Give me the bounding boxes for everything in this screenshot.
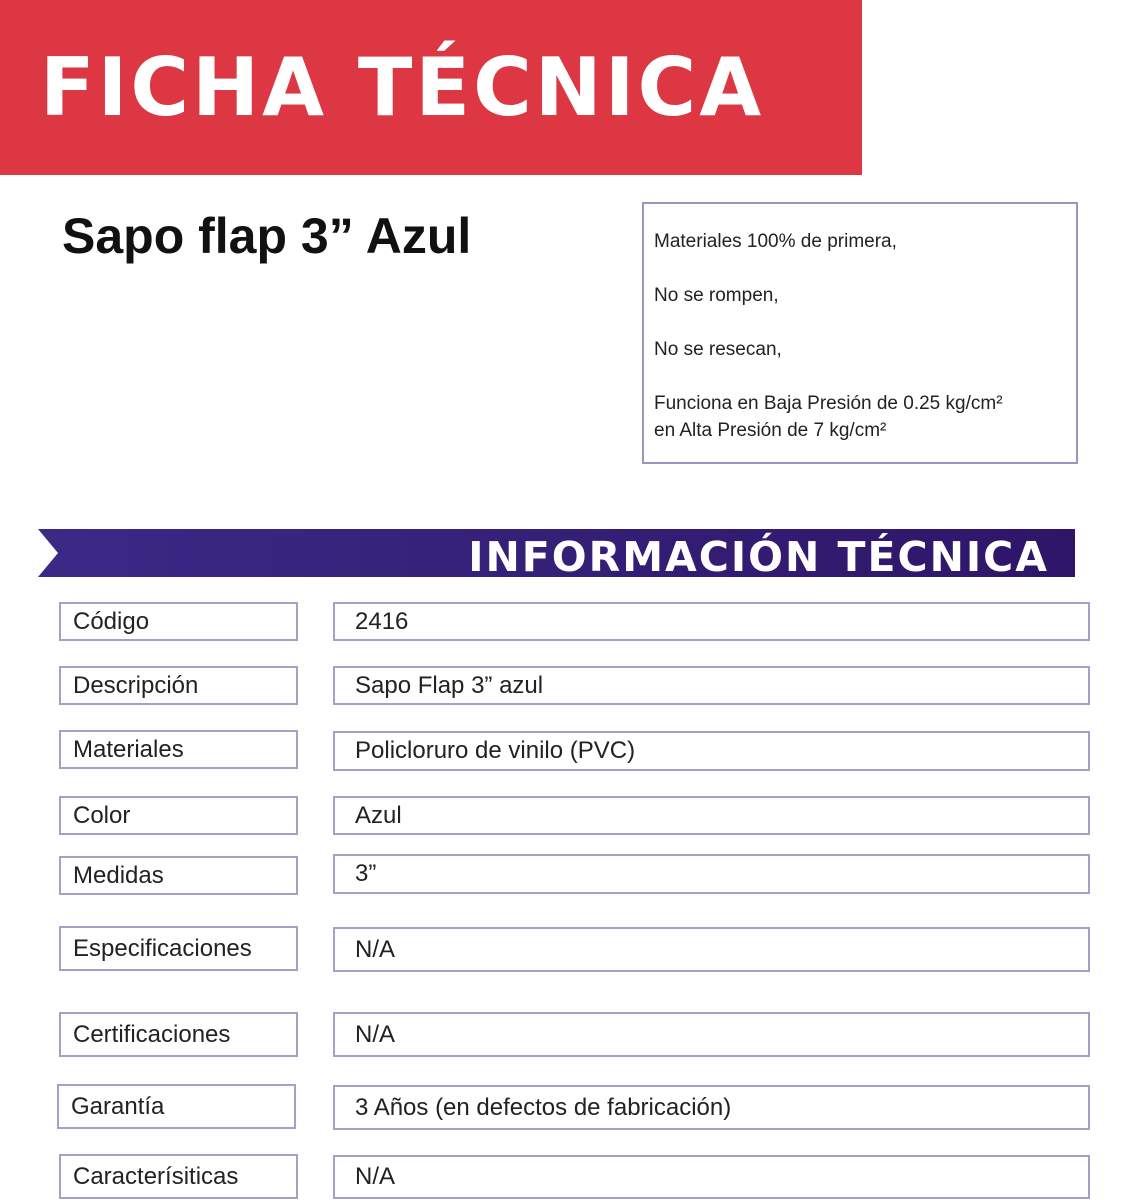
spec-value-certificaciones: N/A bbox=[333, 1012, 1090, 1057]
spec-label-codigo: Código bbox=[59, 602, 298, 641]
feature-item: No se rompen, bbox=[654, 285, 779, 306]
spec-value-color: Azul bbox=[333, 796, 1090, 835]
spec-label-caracteristicas: Caracterísiticas bbox=[59, 1154, 298, 1199]
feature-item: No se resecan, bbox=[654, 339, 782, 360]
product-title: Sapo flap 3” Azul bbox=[62, 208, 472, 264]
features-box bbox=[642, 202, 1078, 464]
spec-label-color: Color bbox=[59, 796, 298, 835]
spec-value-garantia: 3 Años (en defectos de fabricación) bbox=[333, 1085, 1090, 1130]
spec-value-codigo: 2416 bbox=[333, 602, 1090, 641]
section-header-bar bbox=[38, 529, 1075, 581]
spec-label-certificaciones: Certificaciones bbox=[59, 1012, 298, 1057]
feature-item: Funciona en Baja Presión de 0.25 kg/cm² en Alta Presión de 7 kg/cm² bbox=[654, 393, 1003, 441]
spec-label-materiales: Materiales bbox=[59, 730, 298, 769]
spec-value-descripcion: Sapo Flap 3” azul bbox=[333, 666, 1090, 705]
feature-item: Materiales 100% de primera, bbox=[654, 231, 897, 252]
spec-label-medidas: Medidas bbox=[59, 856, 298, 895]
spec-value-materiales: Policloruro de vinilo (PVC) bbox=[333, 731, 1090, 771]
spec-value-especificaciones: N/A bbox=[333, 927, 1090, 972]
page-title: FICHA TÉCNICA bbox=[40, 41, 765, 134]
header-banner bbox=[0, 0, 862, 175]
spec-label-garantia: Garantía bbox=[57, 1084, 296, 1129]
spec-value-medidas: 3” bbox=[333, 854, 1090, 894]
spec-value-caracteristicas: N/A bbox=[333, 1155, 1090, 1199]
section-title: INFORMACIÓN TÉCNICA bbox=[468, 533, 1049, 581]
spec-label-descripcion: Descripción bbox=[59, 666, 298, 705]
spec-label-especificaciones: Especificaciones bbox=[59, 926, 298, 971]
